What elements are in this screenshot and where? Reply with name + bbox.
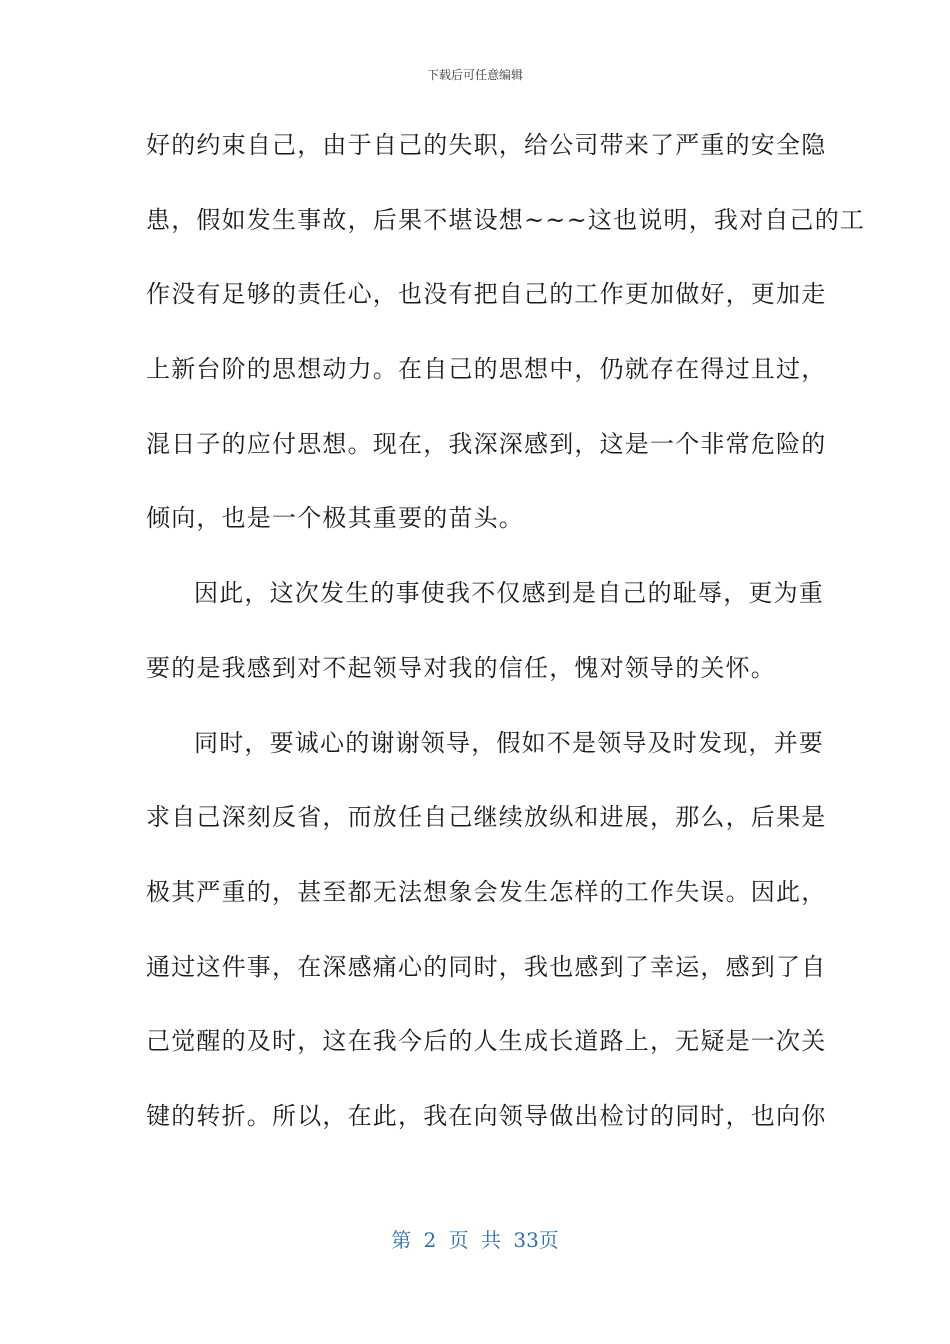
text-line: 患，假如发生事故，后果不堪设想~~~这也说明，我对自己的工 [146, 205, 866, 234]
text-line: 求自己深刻反省，而放任自己继续放纵和进展，那么，后果是 [146, 803, 827, 832]
page-number-footer: 第 2 页 共 33页 [391, 1228, 559, 1252]
document-body [146, 121, 866, 1167]
text-line: 极其严重的，甚至都无法想象会发生怎样的工作失误。因此， [146, 877, 827, 906]
text-line: 通过这件事，在深感痛心的同时，我也感到了幸运，感到了自 [146, 952, 827, 981]
text-line: 己觉醒的及时，这在我今后的人生成长道路上，无疑是一次关 [146, 1027, 827, 1056]
text-line: 混日子的应付思想。现在，我深深感到，这是一个非常危险的 [146, 429, 827, 458]
paragraph-start-line: 同时，要诚心的谢谢领导，假如不是领导及时发现，并要 [194, 728, 824, 757]
text-line: 作没有足够的责任心，也没有把自己的工作更加做好，更加走 [146, 280, 827, 309]
text-line: 倾向，也是一个极其重要的苗头。 [146, 504, 524, 533]
text-line: 要的是我感到对不起领导对我的信任，愧对领导的关怀。 [146, 653, 776, 682]
paragraph-start-line: 因此，这次发生的事使我不仅感到是自己的耻辱，更为重 [194, 579, 824, 608]
text-line: 好的约束自己，由于自己的失职，给公司带来了严重的安全隐 [146, 131, 827, 159]
page-header: 下载后可任意编辑 [426, 68, 523, 82]
text-line: 键的转折。所以，在此，我在向领导做出检讨的同时，也向你 [146, 1101, 827, 1130]
text-line: 上新台阶的思想动力。在自己的思想中，仍就存在得过且过， [146, 355, 827, 384]
